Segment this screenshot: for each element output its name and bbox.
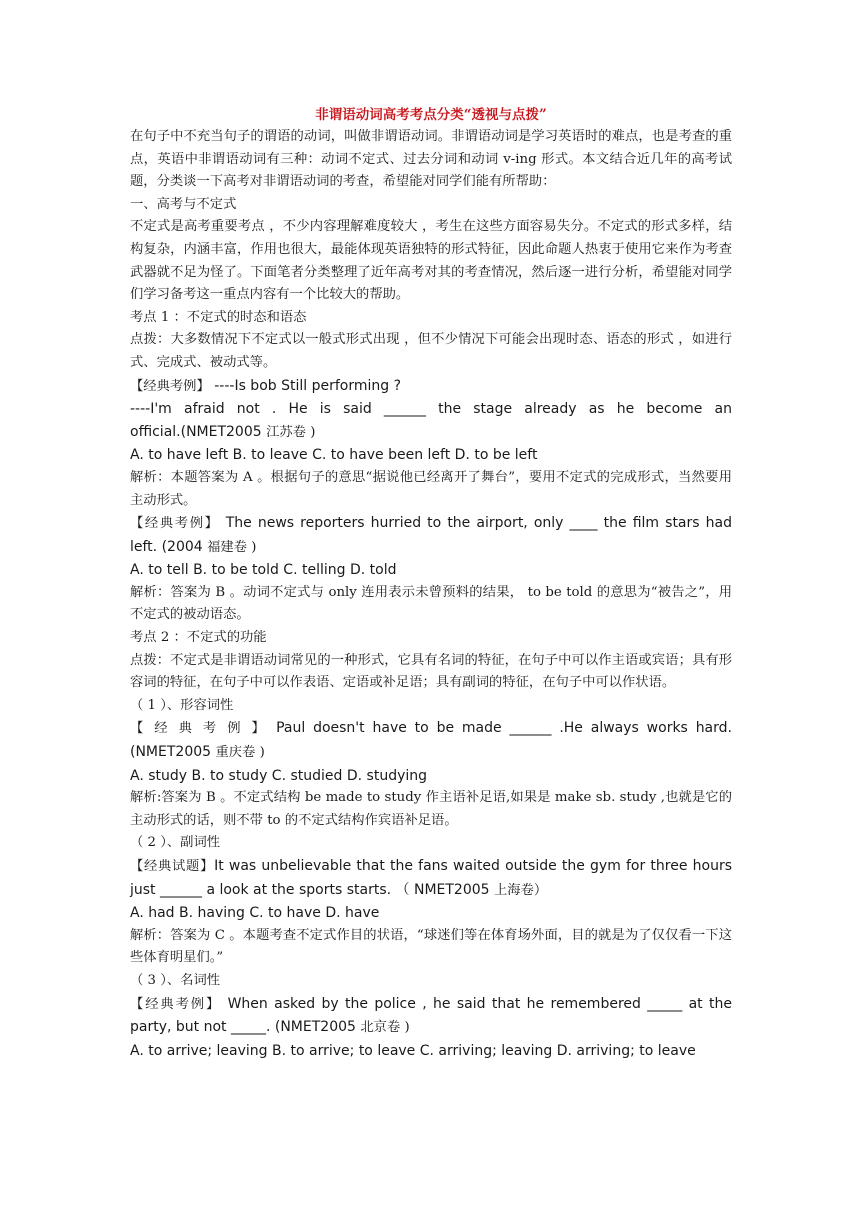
subsection-heading: （ 1 ）、形容词性	[130, 697, 234, 713]
keypoint-tip: 点拨：不定式是非谓语动词常见的一种形式，它具有名词的特征，在句子中可以作主语或宾语；具有形容词的特征，在句子中可以作表语、定语或补足语；具有副词的特征，在句子中可以作状语。	[130, 652, 732, 691]
example-analysis: 解析：答案为 C 。本题考查不定式作目的状语，“球迷们等在体育场外面，目的就是为了仅仅看一下这些体育明星们。”	[130, 927, 732, 966]
example-label: 【 经 典 考 例 】	[130, 721, 269, 737]
keypoint-heading: 考点 1 ：不定式的时态和语态	[130, 309, 307, 325]
keypoint-heading: 考点 2 ：不定式的功能	[130, 630, 267, 646]
example-question: 【经典考例】 When asked by the police , he said that he remembered _____ at the party, but not _____. (NMET2005 北京卷 )	[130, 995, 733, 1036]
example-question-line: official.(NMET2005 江苏卷 )	[130, 423, 316, 440]
example-analysis: 解析：本题答案为 A 。根据句子的意思“据说他已经离开了舞台”，要用不定式的完成形式，当然要用主动形式。	[130, 469, 732, 508]
intro-paragraph: 在句子中不充当句子的谓语的动词，叫做非谓语动词。非谓语动词是学习英语时的难点，也是考查的重点，英语中非谓语动词有三种：动词不定式、过去分词和动词 v-ing 形式。本文结合近几年的高考试题，分类谈一下高考对非谓语动词的考查，希望能对同学们能有所帮助：	[130, 129, 732, 190]
subsection-heading: （ 3 ）、名词性	[130, 972, 221, 988]
example-question-line: ----I'm afraid not . He is said ______ the stage already as he become an	[130, 401, 732, 418]
example-question-text: ----Is bob Still performing ?	[209, 377, 402, 394]
section-heading: 一、高考与不定式	[130, 196, 237, 212]
example-options: A. study B. to study C. studied D. studying	[130, 767, 428, 784]
example-label: 【经典考例】	[130, 996, 222, 1012]
example-label: 【经典考例】	[130, 378, 210, 394]
example-options: A. had B. having C. to have D. have	[130, 905, 380, 922]
example-analysis: 解析:答案为 B 。不定式结构 be made to study 作主语补足语,如果是 make sb. study ,也就是它的主动形式的话，则不带 to 的不定式结构作宾语补足语。	[130, 790, 732, 828]
example-label: 【经典试题】	[130, 859, 215, 874]
example-question: 【 经 典 考 例 】 Paul doesn't have to be made ______ .He always works hard. (NMET2005 重庆卷 )	[130, 720, 732, 761]
keypoint-tip: 点拨：大多数情况下不定式以一般式形式出现 ，但不少情况下可能会出现时态、语态的形式 ，如进行式、完成式、被动式等。	[130, 332, 732, 370]
example-question: 【经典试题】It was unbelievable that the fans waited outside the gym for three hours just ______ a look at the sports starts. （ NMET2005 上海卷）	[130, 858, 732, 898]
section-intro-paragraph: 不定式是高考重要考点 ，不少内容理解难度较大 ，考生在这些方面容易失分。不定式的形式多样，结构复杂，内涵丰富，作用也很大，最能体现英语独特的形式特征，因此命题人热衷于使用它来作为考查武器就不足为怪了。下面笔者分类整理了近年高考对其的考查情况，然后逐一进行分析，希望能对同学们学习备考这一重点内容有一个比较大的帮助。	[130, 219, 732, 303]
example-options: A. to arrive; leaving B. to arrive; to leave C. arriving; leaving D. arriving; to leave	[130, 1042, 696, 1059]
example-analysis: 解析：答案为 B 。动词不定式与 only 连用表示未曾预料的结果， to be told 的意思为“被告之”，用不定式的被动语态。	[130, 584, 732, 623]
example-question: 【经典考例】 The news reporters hurried to the airport, only ____ the film stars had left. (2004 福建卷 )	[130, 515, 732, 555]
example-options: A. to have left B. to leave C. to have been left D. to be left	[130, 447, 538, 464]
document-page	[130, 104, 732, 1062]
document-title: 非谓语动词高考考点分类“透视与点拨”	[315, 107, 547, 123]
example-options: A. to tell B. to be told C. telling D. told	[130, 562, 397, 579]
subsection-heading: （ 2 ）、副词性	[130, 835, 221, 851]
example-question	[130, 375, 732, 399]
example-label: 【经典考例】	[130, 516, 220, 532]
